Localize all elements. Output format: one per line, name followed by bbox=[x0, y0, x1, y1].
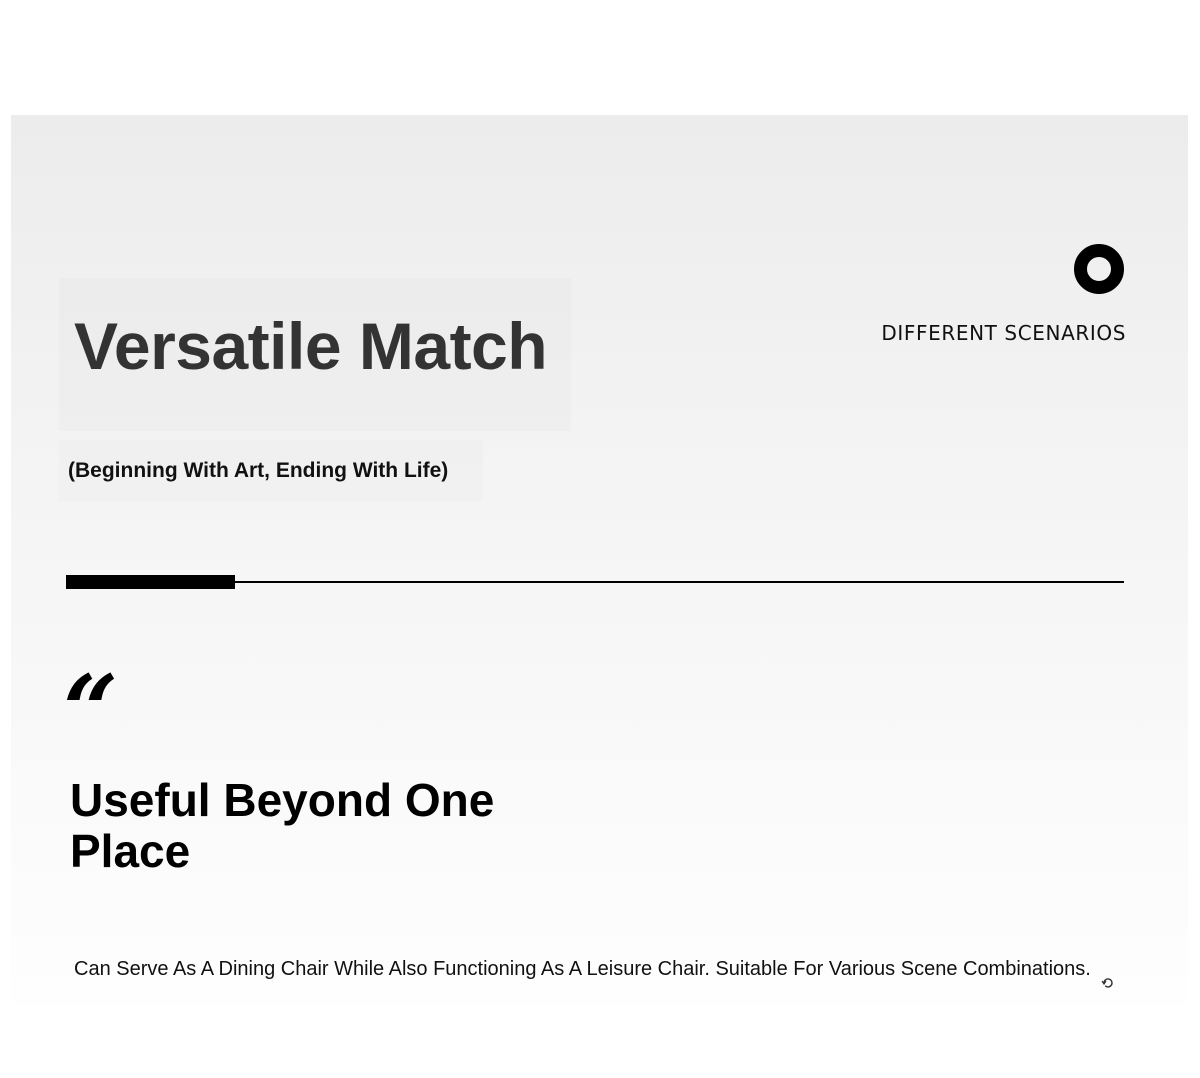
page-title: Versatile Match bbox=[74, 309, 548, 383]
scenario-tag: DIFFERENT SCENARIOS bbox=[881, 321, 1126, 345]
description-text: Can Serve As A Dining Chair While Also Functioning As A Leisure Chair. Suitable For Various Scene Combinations. bbox=[74, 958, 1091, 980]
scene-panel bbox=[11, 115, 1188, 1005]
section-heading: Useful Beyond One Place bbox=[70, 774, 495, 877]
circle-ring-icon bbox=[1074, 244, 1124, 294]
subtitle: (Beginning With Art, Ending With Life) bbox=[68, 459, 449, 482]
refresh-icon[interactable] bbox=[1101, 977, 1115, 992]
divider-accent bbox=[66, 575, 235, 589]
quote-mark-icon: “ bbox=[63, 654, 119, 767]
